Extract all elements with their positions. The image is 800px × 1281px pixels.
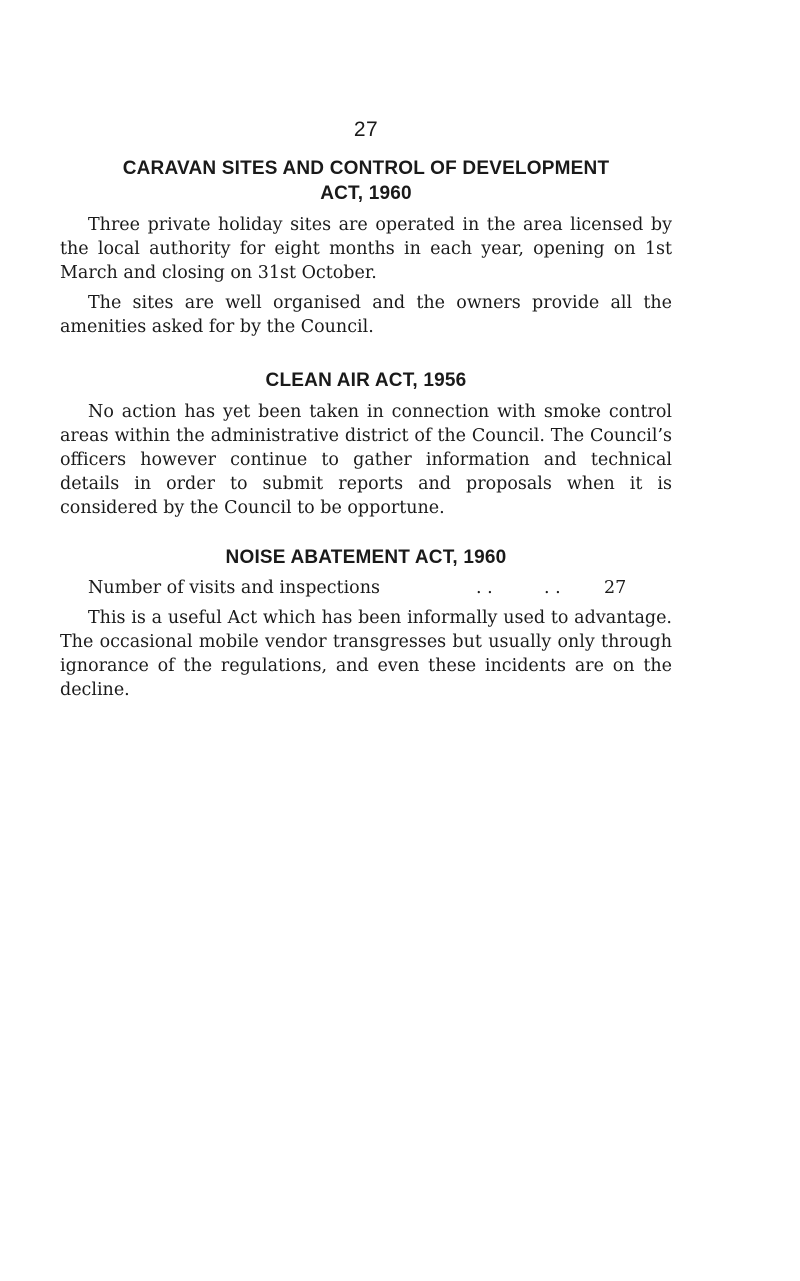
stat-row xyxy=(60,576,672,600)
paragraph: This is a useful Act which has been informally used to advantage. The occasional mobile vendor transgresses but usually only through ignorance of the regulations, and even these incidents are on the decline. xyxy=(60,608,672,700)
stat-value: 27 xyxy=(604,578,627,598)
page-number: 27 xyxy=(353,118,379,141)
section-heading: CLEAN AIR ACT, 1956 xyxy=(265,370,467,391)
heading-line-2: ACT, 1960 xyxy=(320,183,412,204)
stat-label: Number of visits and inspections xyxy=(88,578,380,598)
leader-dots: . . xyxy=(544,578,561,598)
heading-line-1: CARAVAN SITES AND CONTROL OF DEVELOPMENT xyxy=(122,158,610,179)
paragraph: The sites are well organised and the owners provide all the amenities asked for by the Council. xyxy=(60,293,672,337)
section-heading xyxy=(60,156,672,206)
paragraph: Three private holiday sites are operated in the area licensed by the local authority for eight months in each year, opening on 1st March and closing on 31st October. xyxy=(60,215,672,283)
paragraph: No action has yet been taken in connection with smoke control areas within the administrative district of the Council. The Council’s officers however continue to gather information and technical details in order to submit reports and proposals when it is considered by the Council to be opportune. xyxy=(60,402,672,518)
section-noise-abatement xyxy=(60,545,672,702)
section-caravan-sites xyxy=(60,156,672,339)
leader-dots: . . xyxy=(476,578,493,598)
section-clean-air xyxy=(60,368,672,520)
section-heading: NOISE ABATEMENT ACT, 1960 xyxy=(225,547,507,568)
